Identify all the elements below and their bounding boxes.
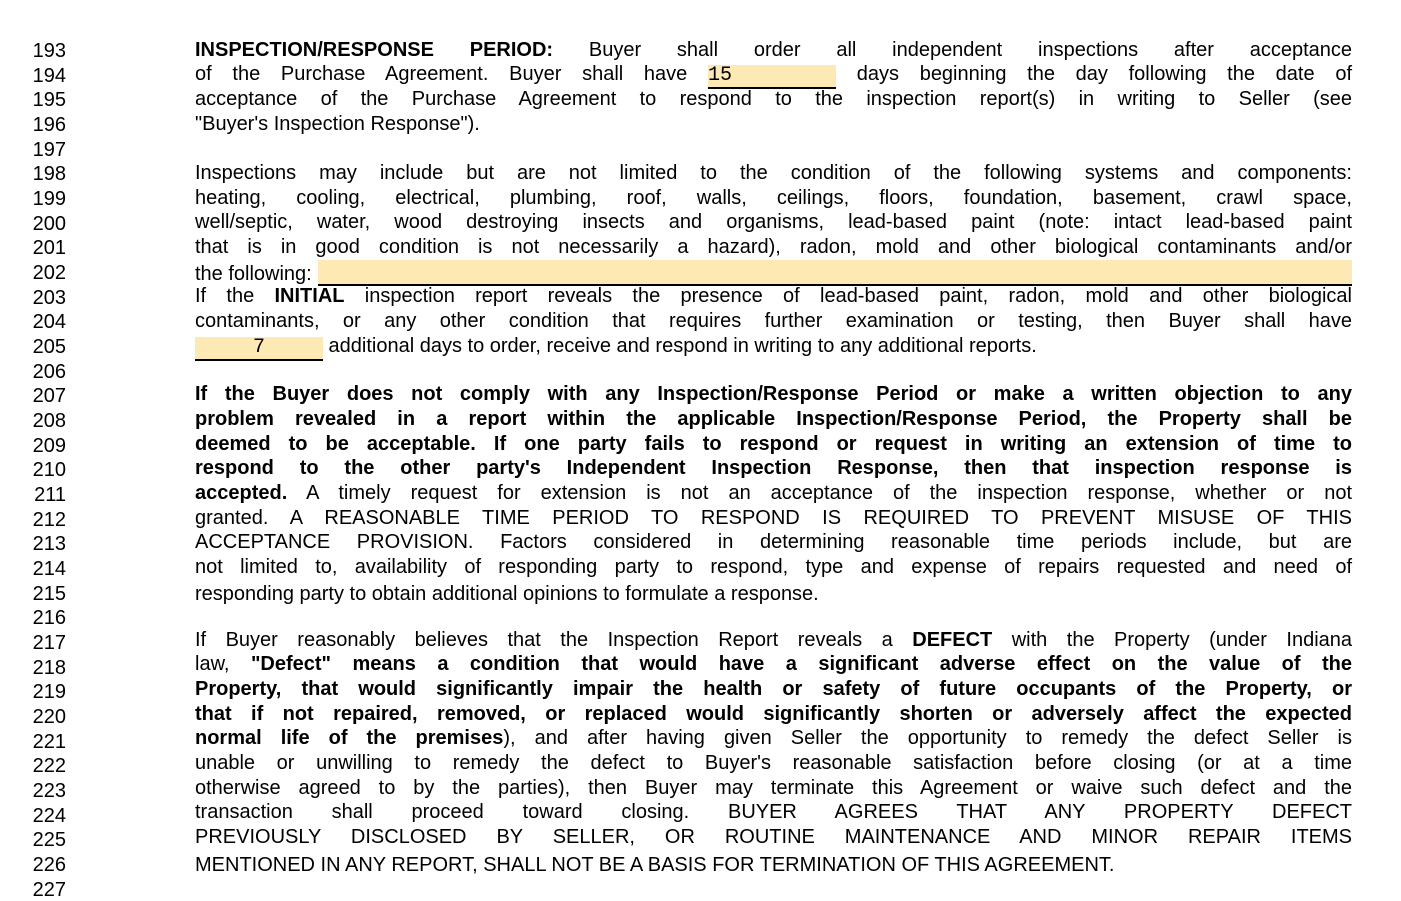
line-number: 193: [32, 40, 66, 62]
line-number: 197: [32, 139, 66, 161]
text-line: If the INITIAL inspection report reveals the presence of lead-based paint, radon, mold and other biological: [195, 285, 1352, 307]
line-number: 225: [32, 829, 66, 851]
line-number: 194: [32, 65, 66, 87]
line-number: 207: [32, 385, 66, 407]
line-number: 205: [32, 336, 66, 358]
text-line: granted. A REASONABLE TIME PERIOD TO RESPOND IS REQUIRED TO PREVENT MISUSE OF THIS: [195, 507, 1352, 529]
text-line: contaminants, or any other condition that requires further examination or testing, then Buyer shall have: [195, 310, 1352, 332]
text-line: If the Buyer does not comply with any Inspection/Response Period or make a written objection to any: [195, 383, 1352, 405]
text-line: MENTIONED IN ANY REPORT, SHALL NOT BE A BASIS FOR TERMINATION OF THIS AGREEMENT.: [195, 854, 1115, 876]
line-number: 224: [32, 805, 66, 827]
text-line: acceptance of the Purchase Agreement to respond to the inspection report(s) in writing to Seller (see: [195, 88, 1352, 110]
line-number: 206: [32, 361, 66, 383]
response-days-field[interactable]: 15: [708, 65, 836, 89]
line-number: 227: [32, 879, 66, 901]
text-line: If Buyer reasonably believes that the Inspection Report reveals a DEFECT with the Property (under Indiana: [195, 629, 1353, 651]
section-heading: INSPECTION/RESPONSE PERIOD:: [195, 39, 554, 61]
line-number: 223: [32, 780, 66, 802]
following-systems-field[interactable]: [318, 260, 1352, 286]
text-line: that is in good condition is not necessarily a hazard), radon, mold and other biological contaminants and/or: [195, 236, 1352, 258]
text-line: accepted. A timely request for extension is not an acceptance of the inspection response, whether or not: [195, 482, 1352, 504]
text-line: well/septic, water, wood destroying insects and organisms, lead-based paint (note: intact lead-based paint: [195, 211, 1352, 233]
line-number: 200: [32, 213, 66, 235]
text-line: heating, cooling, electrical, plumbing, roof, walls, ceilings, floors, foundation, basement, crawl space,: [195, 187, 1352, 209]
text-line: PREVIOUSLY DISCLOSED BY SELLER, OR ROUTINE MAINTENANCE AND MINOR REPAIR ITEMS: [195, 826, 1352, 848]
text-line: Inspections may include but are not limited to the condition of the following systems and components:: [195, 162, 1352, 184]
line-number: 210: [32, 459, 66, 481]
text-line: law, "Defect" means a condition that would have a significant adverse effect on the value of the: [195, 653, 1352, 675]
line-number: 209: [32, 435, 66, 457]
line-number: 217: [32, 632, 66, 654]
text-line: responding party to obtain additional opinions to formulate a response.: [195, 583, 819, 605]
text-line: respond to the other party's Independent Inspection Response, then that inspection response is: [195, 457, 1352, 479]
line-number: 196: [32, 114, 66, 136]
line-number: 199: [32, 188, 66, 210]
text-line: of the Purchase Agreement. Buyer shall have 15 days beginning the day following the date of: [195, 63, 1353, 87]
line-number: 208: [32, 410, 66, 432]
text-line: transaction shall proceed toward closing. BUYER AGREES THAT ANY PROPERTY DEFECT: [195, 801, 1352, 823]
text-line: not limited to, availability of responding party to respond, type and expense of repairs requested and need of: [195, 556, 1352, 578]
text-line: "Buyer's Inspection Response").: [195, 113, 480, 135]
text-line: ACCEPTANCE PROVISION. Factors considered in determining reasonable time periods include, but are: [195, 531, 1352, 553]
line-number: 216: [32, 607, 66, 629]
line-number: 198: [32, 163, 66, 185]
line-number: 201: [32, 237, 66, 259]
text-line: INSPECTION/RESPONSE PERIOD: Buyer shall order all independent inspections after acceptance: [195, 39, 1352, 61]
line-number: 195: [32, 89, 66, 111]
line-number: 211: [34, 484, 66, 506]
line-number: 220: [32, 706, 66, 728]
text-line: the following:: [195, 260, 1352, 286]
additional-days-field[interactable]: 7: [195, 337, 323, 361]
text-line: unable or unwilling to remedy the defect to Buyer's reasonable satisfaction before closing (or at a time: [195, 752, 1352, 774]
text-line: that if not repaired, removed, or replaced would significantly shorten or adversely affect the expected: [195, 703, 1352, 725]
line-number: 204: [32, 311, 66, 333]
text-line: problem revealed in a report within the applicable Inspection/Response Period, the Property shall be: [195, 408, 1352, 430]
text-line: otherwise agreed to by the parties), then Buyer may terminate this Agreement or waive such defect and the: [195, 777, 1352, 799]
text-line: Property, that would significantly impair the health or safety of future occupants of the Property, or: [195, 678, 1352, 700]
line-number: 221: [32, 731, 66, 753]
line-number: 218: [32, 657, 66, 679]
text-line: normal life of the premises), and after having given Seller the opportunity to remedy the defect Seller is: [195, 727, 1352, 749]
line-number: 222: [32, 755, 66, 777]
line-number: 202: [32, 262, 66, 284]
line-number: 219: [32, 681, 66, 703]
line-number: 214: [32, 558, 66, 580]
line-number: 203: [32, 287, 66, 309]
text-line: 7 additional days to order, receive and respond in writing to any additional reports.: [195, 334, 1352, 361]
line-number: 215: [32, 583, 66, 605]
line-number: 212: [32, 509, 66, 531]
text-line: deemed to be acceptable. If one party fails to respond or request in writing an extension of time to: [195, 433, 1352, 455]
line-number: 213: [32, 533, 66, 555]
line-number: 226: [32, 854, 66, 876]
